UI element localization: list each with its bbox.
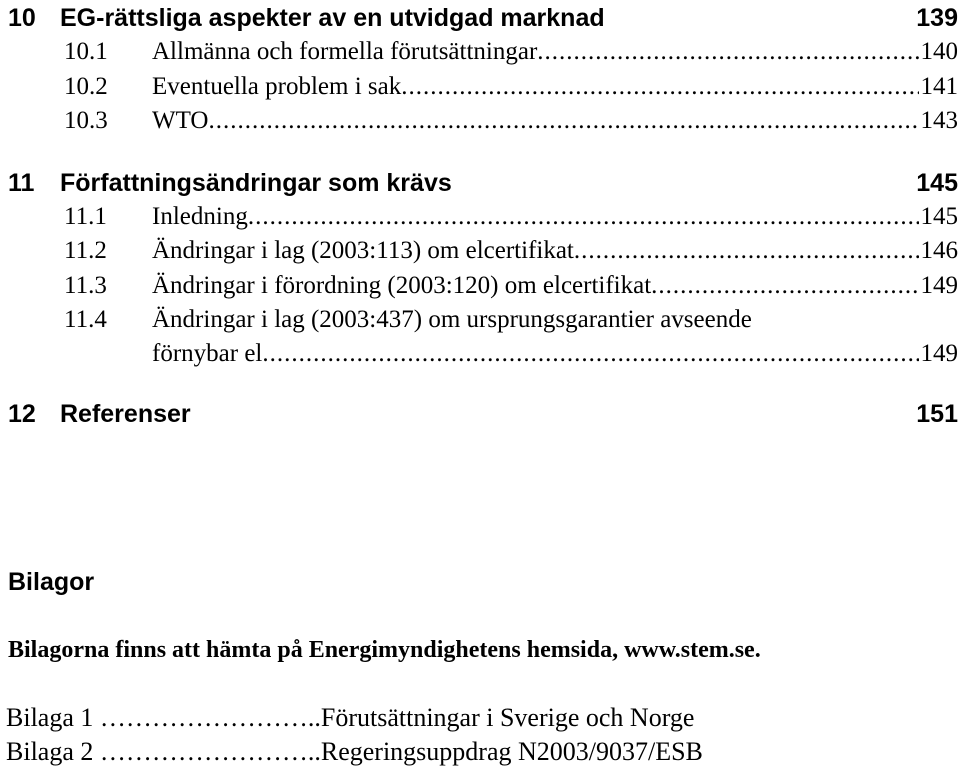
- entry-page: 143: [920, 107, 958, 134]
- appendix-note: Bilagorna finns att hämta på Energimyndighetens hemsida, www.stem.se.: [8, 637, 761, 663]
- entry-title: Allmänna och formella förutsättningar: [152, 38, 538, 65]
- entry-number: 11.2: [64, 237, 107, 264]
- entry-title-continued: förnybar el: [152, 340, 263, 367]
- dot-leader: [401, 73, 918, 101]
- dot-leader: [574, 237, 919, 265]
- entry-number: 11.1: [64, 203, 107, 230]
- chapter-page: 151: [916, 400, 958, 428]
- entry-title: Eventuella problem i sak: [152, 73, 402, 100]
- toc-entry-10-3: [64, 107, 958, 135]
- entry-number: 10.3: [64, 107, 108, 134]
- entry-page: 149: [920, 272, 958, 299]
- dot-leader: [248, 203, 919, 231]
- dot-leader: [262, 340, 918, 368]
- chapter-number: 12: [8, 400, 36, 428]
- toc-entry-10-1: [64, 38, 958, 66]
- toc-entry-11-4-continued: [152, 340, 958, 368]
- entry-number: 11.4: [64, 306, 107, 333]
- appendix-leader: ……………………..: [99, 703, 321, 732]
- appendix-item-1: [6, 703, 694, 733]
- toc-chapter-12: [8, 400, 958, 429]
- appendix-title: Förutsättningar i Sverige och Norge: [320, 703, 695, 732]
- entry-number: 10.2: [64, 73, 108, 100]
- entry-title: Ändringar i lag (2003:437) om ursprungsgarantier avseende: [152, 306, 752, 333]
- appendix-label: Bilaga 2: [6, 737, 94, 766]
- chapter-title: Referenser: [60, 400, 191, 428]
- entry-title: Ändringar i förordning (2003:120) om elcertifikat: [152, 272, 652, 299]
- toc-chapter-10: [8, 4, 958, 33]
- appendix-title: Regeringsuppdrag N2003/9037/ESB: [320, 737, 703, 766]
- entry-page: 149: [920, 340, 958, 367]
- appendix-label: Bilaga 1: [6, 703, 94, 732]
- toc-entry-11-2: [64, 237, 958, 265]
- toc-entry-11-3: [64, 272, 958, 300]
- chapter-title: Författningsändringar som krävs: [60, 169, 452, 197]
- entry-title: WTO: [152, 107, 209, 134]
- entry-page: 146: [920, 237, 958, 264]
- dot-leader: [537, 38, 918, 66]
- chapter-page: 139: [916, 4, 958, 32]
- entry-number: 10.1: [64, 38, 108, 65]
- toc-entry-11-1: [64, 203, 958, 231]
- entry-number: 11.3: [64, 272, 107, 299]
- toc-chapter-11: [8, 169, 958, 198]
- toc-entry-10-2: [64, 73, 958, 101]
- chapter-number: 11: [8, 169, 35, 197]
- chapter-number: 10: [8, 4, 36, 32]
- appendix-leader: ……………………..: [99, 737, 321, 766]
- appendix-heading: Bilagor: [8, 568, 95, 596]
- toc-entry-11-4: [64, 306, 958, 334]
- entry-title: Ändringar i lag (2003:113) om elcertifikat: [152, 237, 574, 264]
- appendix-item-2: [6, 737, 703, 767]
- dot-leader: [651, 272, 918, 300]
- chapter-title: EG-rättsliga aspekter av en utvidgad marknad: [60, 4, 605, 32]
- chapter-page: 145: [916, 169, 958, 197]
- entry-page: 140: [920, 38, 958, 65]
- entry-page: 141: [920, 73, 958, 100]
- entry-title: Inledning: [152, 203, 248, 230]
- entry-page: 145: [920, 203, 958, 230]
- dot-leader: [208, 107, 918, 135]
